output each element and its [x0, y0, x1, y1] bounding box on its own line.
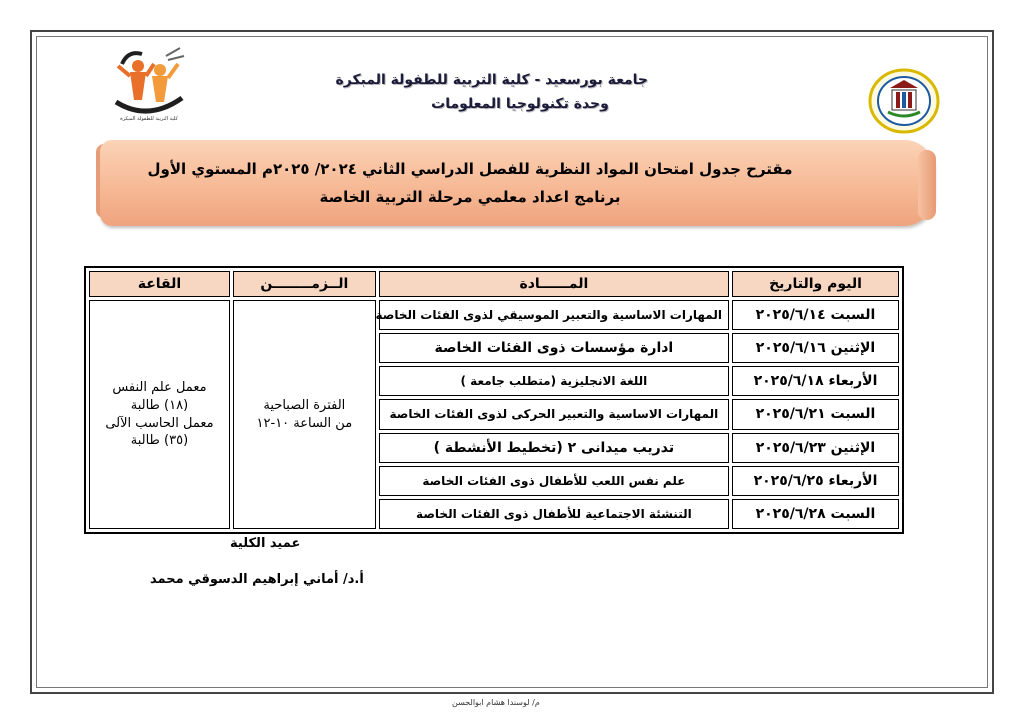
exam-date: السبت ٢٠٢٥/٦/٢١ — [732, 399, 899, 429]
exam-subject: علم نفس اللعب للأطفال ذوى الفئات الخاصة — [379, 466, 729, 496]
exam-date: الأربعاء ٢٠٢٥/٦/٢٥ — [732, 466, 899, 496]
faculty-logo-caption: كلية التربية للطفولة المبكرة — [120, 116, 178, 122]
exam-time-cell — [233, 300, 376, 529]
room-2-capacity: (٣٥) طالبة — [130, 433, 189, 449]
scroll-curl-right — [918, 150, 936, 220]
room-1-capacity: (١٨) طالبة — [130, 397, 189, 413]
dean-title: عميد الكلية — [230, 536, 301, 551]
time-hours: من الساعة ١٠-١٢ — [256, 415, 353, 431]
exam-room-cell — [89, 300, 230, 529]
university-faculty-name: جامعة بورسعيد - كلية التربية للطفولة المبكرة — [335, 72, 648, 88]
exam-subject: ادارة مؤسسات ذوى الفئات الخاصة — [379, 333, 729, 363]
exam-subject: اللغة الانجليزية (متطلب جامعة ) — [379, 366, 729, 396]
exam-subject: المهارات الاساسية والتعبير الحركى لذوى الفئات الخاصة — [379, 399, 729, 429]
room-2-name: معمل الحاسب الآلى — [105, 415, 214, 431]
exam-date: السبت ٢٠٢٥/٦/١٤ — [732, 300, 899, 330]
exam-subject: تدريب ميدانى ٢ (تخطيط الأنشطة ) — [379, 433, 729, 463]
exam-date: الإثنين ٢٠٢٥/٦/٢٣ — [732, 433, 899, 463]
exam-schedule-table — [84, 266, 904, 534]
dean-name: أ.د/ أماني إبراهيم الدسوقي محمد — [150, 572, 364, 587]
table-row — [89, 300, 899, 330]
header-room: القاعة — [89, 271, 230, 297]
it-unit-name: وحدة تكنولوجيا المعلومات — [431, 96, 609, 112]
faculty-logo — [108, 42, 190, 124]
table-header-row — [89, 271, 899, 297]
time-period: الفترة الصباحية — [263, 397, 346, 413]
room-1-name: معمل علم النفس — [112, 380, 207, 396]
schedule-title: مقترح جدول امتحان المواد النظرية للفصل الدراسي الثاني ٢٠٢٤/ ٢٠٢٥م المستوي الأول — [147, 160, 793, 178]
exam-date: الإثنين ٢٠٢٥/٦/١٦ — [732, 333, 899, 363]
exam-date: السبت ٢٠٢٥/٦/٢٨ — [732, 499, 899, 529]
university-crest — [866, 68, 942, 134]
exam-subject: المهارات الاساسية والتعبير الموسيقي لذوى الفئات الخاصة — [379, 300, 729, 330]
header-date: اليوم والتاريخ — [732, 271, 899, 297]
title-scroll-banner — [100, 140, 934, 226]
footer-author: م/ لوسندا هشام ابوالحسن — [452, 698, 540, 707]
header-subject: المــــــادة — [379, 271, 729, 297]
program-name: برنامج اعداد معلمي مرحلة التربية الخاصة — [319, 188, 621, 206]
exam-date: الأربعاء ٢٠٢٥/٦/١٨ — [732, 366, 899, 396]
exam-subject: التنشئة الاجتماعية للأطفال ذوى الفئات الخاصة — [379, 499, 729, 529]
header-time: الــزمــــــــن — [233, 271, 376, 297]
